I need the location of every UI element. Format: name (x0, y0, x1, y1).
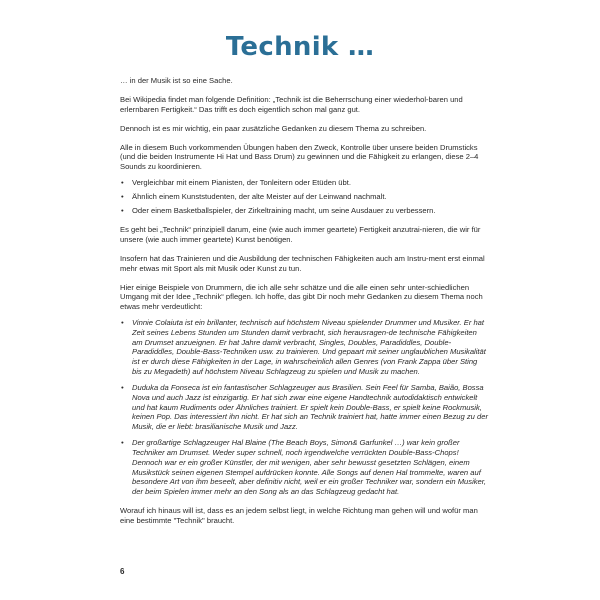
bullet-icon: • (121, 438, 124, 448)
paragraph-conclusion: Worauf ich hinaus will ist, dass es an jedem selbst liegt, in welche Richtung man gehen will und wofür man eine bestimmte "Technik" braucht. (120, 505, 478, 525)
page-title: Technik … (225, 32, 375, 62)
list-item-text: Vinnie Colaiuta ist ein brillanter, technisch auf höchstem Niveau spielender Drummer und Musiker. Er hat Zeit seines Lebens Stunden um Stunden damit verbracht, sich herausragen-de technische Fähigkeiten am Drumset anzueignen. Er hat Jahre damit verbracht, Singles, Doubles, Paradiddles, Double-Paradiddles, Double-Bass-Techniken usw. zu trainieren. Und gepaart mit seiner unglaublichen Musikalität ist er durch diese Fähigkeiten in der Lage, in wahrscheinlich allen Genres (von Frank Zappa über Sting bis zu Megadeth) auf höchstem Niveau Schlagzeug zu spielen und Musik zu machen. (132, 318, 486, 376)
list-item (120, 192, 488, 202)
list-item-text: Ähnlich einem Kunststudenten, der alte Meister auf der Leinwand nachmalt. (132, 192, 387, 202)
list-item (120, 438, 488, 496)
bullet-icon: • (121, 192, 124, 202)
comparison-list (120, 178, 488, 215)
paragraph-thoughts: Dennoch ist es mir wichtig, ein paar zusätzliche Gedanken zu diesem Thema zu schreiben. (120, 123, 427, 133)
drummer-examples-list (120, 318, 488, 497)
list-item-text: Duduka da Fonseca ist ein fantastischer Schlagzeuger aus Brasilien. Sein Feel für Samba, Baião, Bossa Nova und auch Jazz ist einzigartig. Er hat sich zwar eine eigene Handtechnik autodidaktisch entwickelt und hat kaum Rudiments oder Ähnliches trainiert. Er spielt kein Double-Bass, er spielt keine Rockmusik, keinen Pop. Das interessiert ihn nicht. Er hat sich an Technik trainiert hat, hatte immer einen Bezug zu der Musik, die er liebt: brasilianische Musik und Jazz. (132, 383, 488, 431)
paragraph-exercises: Alle in diesem Buch vorkommenden Übungen haben den Zweck, Kontrolle über unsere beiden Drumsticks (und die beiden Instrumente Hi Hat und Bass Drum) zu gewinnen und die Fähigkeit zu erlangen, diese 2–4 Sounds zu koordinieren. (120, 142, 479, 172)
bullet-icon: • (121, 383, 124, 393)
paragraph-intro: … in der Musik ist so eine Sache. (120, 76, 233, 85)
body-text (120, 76, 488, 535)
list-item-text: Oder einem Basketballspieler, der Zirkeltraining macht, um seine Ausdauer zu verbessern. (132, 206, 436, 216)
paragraph-examples-intro: Hier einige Beispiele von Drummern, die ich alle sehr schätze und die alle einen sehr unter-schiedlichen Umgang mit der Idee „Technik“ pflegen. Ich hoffe, das gibt Dir noch mehr Gedanken zu diesem Thema noch etwas mehr verdeutlicht: (120, 282, 483, 311)
list-item (120, 318, 488, 376)
bullet-icon: • (121, 206, 124, 216)
paragraph-definition: Bei Wikipedia findet man folgende Definition: „Technik ist die Beherrschung einer wiederhol-baren und erlernbaren Fertigkeit.“ Das trifft es doch eigentlich schon mal ganz gut. (120, 95, 463, 114)
list-item-text: Vergleichbar mit einem Pianisten, der Tonleitern oder Etüden übt. (132, 178, 351, 188)
page-number: 6 (120, 567, 125, 576)
list-item-text: Der großartige Schlagzeuger Hal Blaine (The Beach Boys, Simon& Garfunkel …) war kein großer Techniker am Drumset. Weder super schnell, noch irgendwelche verrückten Double-Bass-Chops! Dennoch war er ein großer Künstler, der mit wenigen, aber sehr bewusst gesetzten Schlägen, einem Musikstück seinen eigenen Stempel aufdrücken konnte. Alle Songs auf denen Hal trommelte, waren auf besondere Art von ihm beseelt, aber definitiv nicht, weil er ein großer Techniker war, sondern ein Musiker, der beim Spielen immer mehr an den Song als an das Schlagzeug gedacht hat. (132, 438, 486, 496)
list-item (120, 206, 488, 216)
paragraph-technique: Es geht bei „Technik“ prinzipiell darum, eine (wie auch immer geartete) Fertigkeit anzutrai-nieren, die wir für unsere (wie auch immer geartete) Kunst benötigen. (120, 225, 481, 244)
bullet-icon: • (121, 178, 124, 188)
paragraph-sport: Insofern hat das Trainieren und die Ausbildung der technischen Fähigkeiten auch am Instru-ment erst einmal mehr etwas mit Sport als mit Musik oder Kunst zu tun. (120, 253, 485, 273)
list-item (120, 383, 488, 432)
bullet-icon: • (121, 318, 124, 328)
list-item (120, 178, 488, 188)
